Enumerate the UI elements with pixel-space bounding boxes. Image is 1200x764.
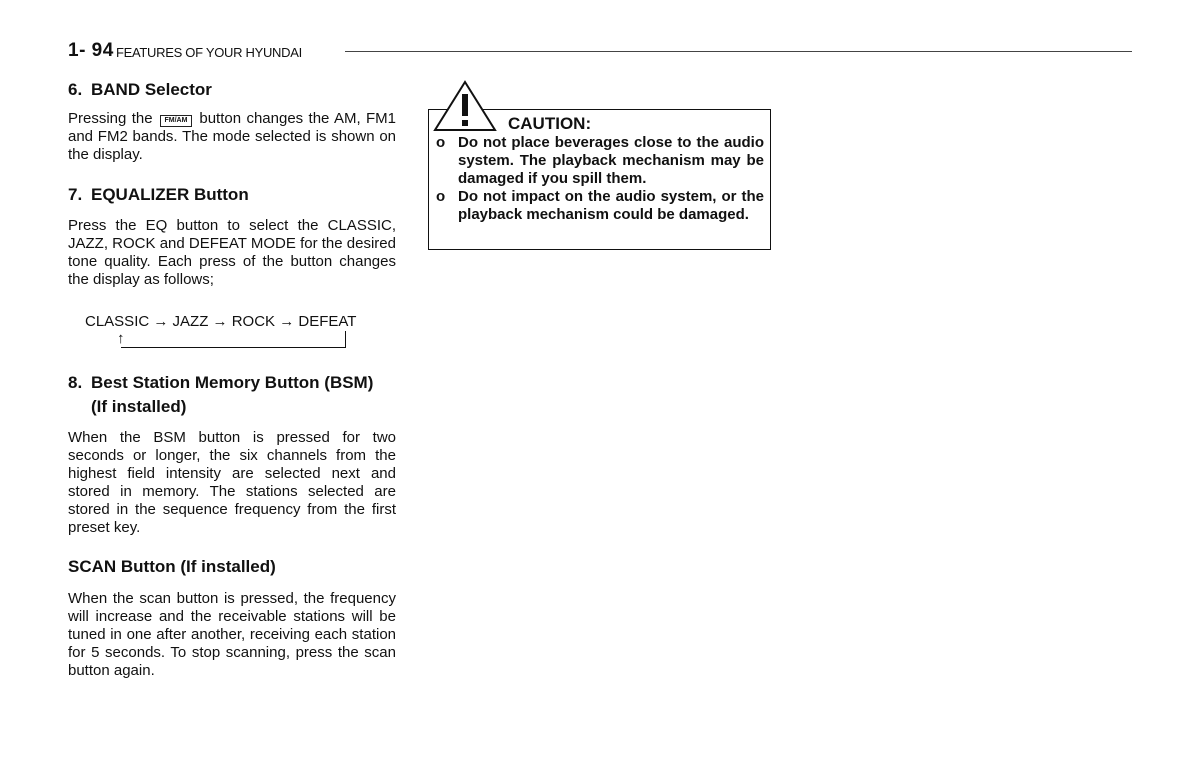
caution-item: o Do not place beverages close to the audio system. The playback mechanism may be damaged if you spill them. xyxy=(436,134,764,187)
loop-return-line xyxy=(121,331,346,348)
page-header xyxy=(68,40,1132,64)
caution-item: o Do not impact on the audio system, or the playback mechanism could be damaged. xyxy=(436,188,764,223)
header-rule xyxy=(345,51,1132,52)
equalizer-mode-flow: CLASSIC → JAZZ → ROCK → DEFEAT xyxy=(85,313,357,330)
bsm-body: When the BSM button is pressed for two seconds or longer, the six channels from the highest field intensity are selected next and stored in memory. The stations selected are stored in the sequence frequency from the first preset key. xyxy=(68,429,396,536)
caution-label: CAUTION: xyxy=(508,114,592,133)
loop-up-arrow-icon: ↑ xyxy=(117,330,125,347)
band-selector-body: Pressing the FM/AM button changes the AM, FM1 and FM2 bands. The mode selected is shown on the display. xyxy=(68,110,397,163)
band-selector-heading: 6. BAND Selector xyxy=(68,80,212,99)
caution-list xyxy=(436,134,764,224)
equalizer-body: Press the EQ button to select the CLASSIC, JAZZ, ROCK and DEFEAT MODE for the desired tone quality. Each press of the button changes the display as follows; xyxy=(68,217,396,288)
scan-body: When the scan button is pressed, the frequency will increase and the receivable stations will be tuned in one after another, receiving each station for 5 seconds. To stop scanning, press the scan button again. xyxy=(68,590,396,679)
page-number: 1- 94 xyxy=(68,40,114,61)
section-name: FEATURES OF YOUR HYUNDAI xyxy=(116,45,302,60)
bsm-heading: 8. Best Station Memory Button (BSM) (If installed) xyxy=(68,373,374,416)
scan-heading: SCAN Button (If installed) xyxy=(68,557,276,576)
fm-am-button-icon: FM/AM xyxy=(160,115,192,127)
equalizer-heading: 7. EQUALIZER Button xyxy=(68,185,249,204)
warning-triangle-icon xyxy=(433,80,497,132)
